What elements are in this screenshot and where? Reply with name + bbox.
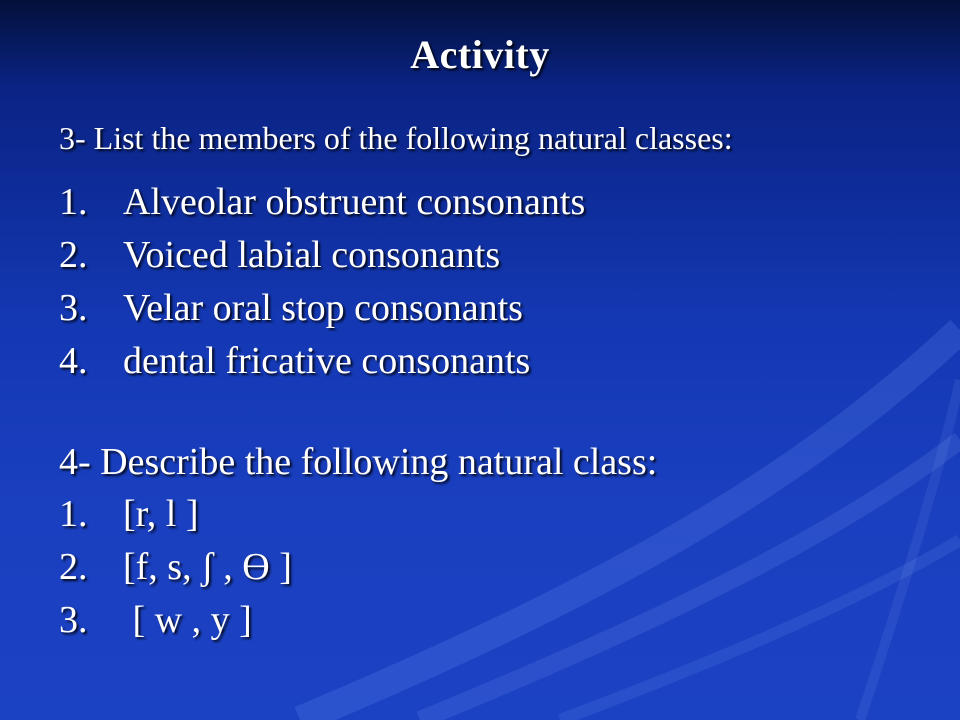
list-item-text: [r, l ] <box>123 493 199 535</box>
list-item-text: Voiced labial consonants <box>123 234 501 276</box>
list-item <box>59 176 585 229</box>
list-item-number: 3. <box>59 599 88 641</box>
list-item-text: Velar oral stop consonants <box>123 287 523 329</box>
question-4-prompt: 4- Describe the following natural class: <box>59 441 658 483</box>
question-4-list <box>59 488 292 647</box>
question-3-list <box>59 176 585 388</box>
list-item-text: [f, s, ʃ , Ɵ ] <box>123 546 292 588</box>
list-item <box>59 488 292 541</box>
list-item-number: 2. <box>59 546 88 588</box>
list-item <box>59 282 585 335</box>
list-item-number: 3. <box>59 287 88 329</box>
list-item-number: 2. <box>59 234 88 276</box>
question-3-prompt: 3- List the members of the following natural classes: <box>59 120 733 156</box>
list-item-text: dental fricative consonants <box>123 340 531 382</box>
list-item <box>59 541 292 594</box>
list-item-number: 4. <box>59 340 88 382</box>
list-item-number: 1. <box>59 181 88 223</box>
list-item <box>59 594 292 647</box>
list-item <box>59 229 585 282</box>
list-item-text: Alveolar obstruent consonants <box>123 181 586 223</box>
list-item <box>59 335 585 388</box>
slide-title: Activity <box>410 32 550 77</box>
list-item-number: 1. <box>59 493 88 535</box>
list-item-text: [ w , y ] <box>123 599 252 641</box>
